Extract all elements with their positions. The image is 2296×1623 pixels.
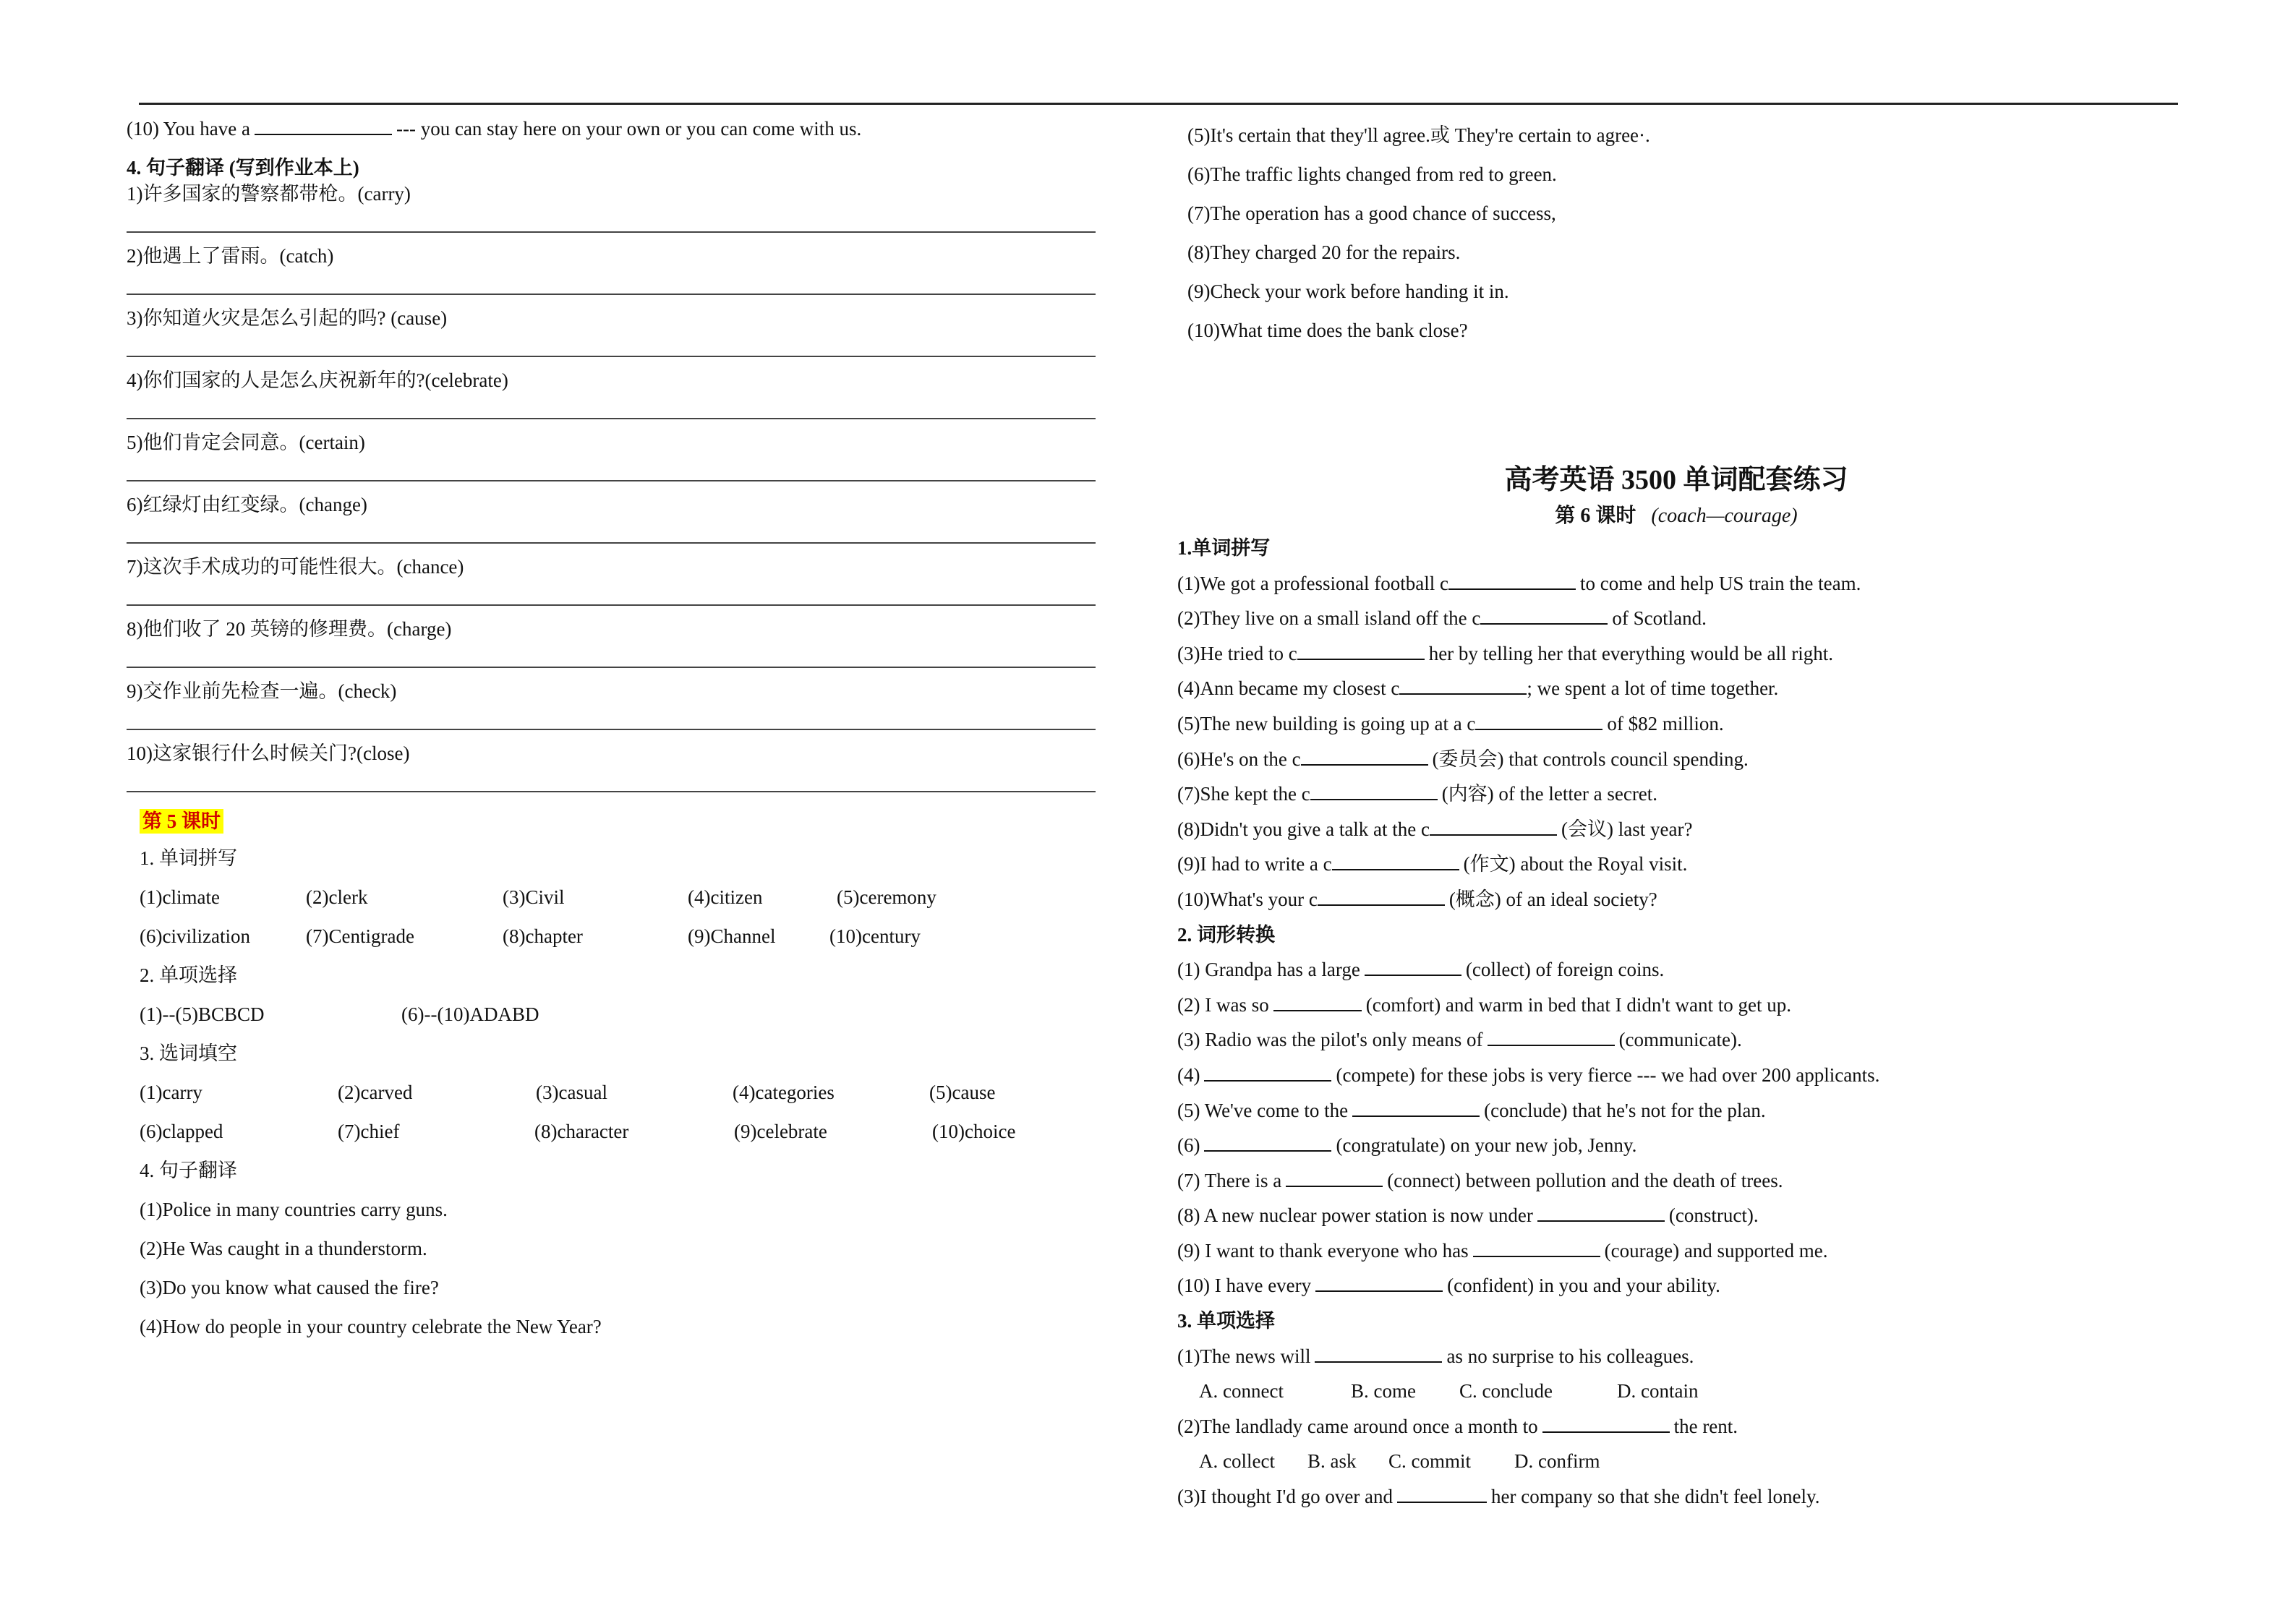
word-form-item: (5) We've come to the (conclude) that he's not for the plan. [1177,1099,1766,1121]
answer-blank[interactable] [1475,711,1602,730]
word-form-item: (3) Radio was the pilot's only means of (communicate). [1177,1029,1742,1051]
l5-s2-row: (1)--(5)BCBCD (6)--(10)ADABD [140,1003,539,1025]
answer-blank[interactable] [1297,641,1425,660]
option-c[interactable]: C. conclude [1459,1380,1553,1403]
option-b[interactable]: B. ask [1307,1450,1357,1473]
option-c[interactable]: C. commit [1388,1450,1471,1473]
option-b[interactable]: B. come [1351,1380,1416,1403]
answer-blank[interactable] [255,116,392,135]
word-form-item: (2) I was so (comfort) and warm in bed that I didn't want to get up. [1177,993,1791,1016]
left-column [127,116,1096,1346]
answer-item: (8)They charged 20 for the repairs. [1187,241,1461,263]
answer-line[interactable] [127,331,1096,357]
spelling-item: (6)He's on the c (委员会) that controls council spending. [1177,748,1749,770]
answer-blank[interactable] [1542,1414,1670,1433]
spelling-item: (1)We got a professional football c to come and help US train the team. [1177,572,1861,594]
answer-blank[interactable] [1204,1133,1331,1152]
section-4-title: 4. 句子翻译 (写到作业本上) [127,157,359,179]
lesson-5-title: 第 5 课时 [140,809,223,834]
l5-section-2-title: 2. 单项选择 [140,964,237,986]
answer-blank[interactable] [1399,676,1527,695]
choice-options [1177,1374,2175,1409]
l5-s3-row: (6)clapped (7)chief (8)character (9)celebrate (10)choice [140,1121,1016,1142]
spelling-item: (2)They live on a small island off the c of Scotland. [1177,607,1707,630]
l5-s4-item: (2)He Was caught in a thunderstorm. [140,1238,427,1259]
choice-question: (1)The news will as no surprise to his colleagues. [1177,1345,1694,1367]
word-form-item: (8) A new nuclear power station is now under (construct). [1177,1204,1759,1227]
l5-section-1-title: 1. 单词拼写 [140,847,237,869]
lesson-5-answers [127,804,1096,1346]
option-d[interactable]: D. confirm [1514,1450,1600,1473]
answer-blank[interactable] [1273,993,1362,1011]
answer-blank[interactable] [1286,1168,1383,1187]
option-d[interactable]: D. contain [1617,1380,1699,1403]
answer-blank[interactable] [1332,852,1459,870]
answer-line[interactable] [127,269,1096,295]
spelling-item: (10)What's your c (概念) of an ideal society? [1177,888,1657,910]
worksheet-title: 高考英语 3500 单词配套练习 [1504,465,1848,495]
l6-section-3-title: 3. 单项选择 [1177,1310,1275,1332]
answer-blank[interactable] [1301,747,1428,766]
l5-section-4-title: 4. 句子翻译 [140,1160,237,1181]
translation-item: 7)这次手术成功的可能性很大。(chance) [127,544,1096,606]
answer-item: (7)The operation has a good chance of success, [1187,202,1556,224]
answer-blank[interactable] [1315,1344,1442,1363]
translation-item: 4)你们国家的人是怎么庆祝新年的?(celebrate) [127,357,1096,419]
l5-s1-row: (1)climate (2)clerk (3)Civil (4)citizen (5)ceremony [140,886,936,908]
translation-item: 5)他们肯定会同意。(certain) [127,419,1096,481]
answer-blank[interactable] [1397,1484,1487,1503]
answer-item: (6)The traffic lights changed from red to green. [1187,163,1557,185]
l6-section-2-title: 2. 词形转换 [1177,923,1275,946]
answer-line[interactable] [127,766,1096,792]
answer-item: (5)It's certain that they'll agree.或 They're certain to agree·. [1187,124,1650,146]
word-form-item: (4) (compete) for these jobs is very fierce --- we had over 200 applicants. [1177,1063,1880,1086]
l5-s4-item: (1)Police in many countries carry guns. [140,1199,448,1220]
answer-blank[interactable] [1352,1098,1480,1117]
lesson-5-answers-continued [1177,116,2175,350]
header-rule [139,103,2178,105]
answer-blank[interactable] [1473,1238,1600,1257]
lesson-6-subtitle: 第 6 课时 (coach—courage) [1555,505,1798,527]
word-form-item: (6) (congratulate) on your new job, Jenny. [1177,1134,1637,1157]
translation-item: 10)这家银行什么时候关门?(close) [127,730,1096,792]
spelling-item: (3)He tried to c her by telling her that everything would be all right. [1177,642,1834,664]
l6-section-1-title: 1.单词拼写 [1177,537,1271,559]
choice-question: (2)The landlady came around once a month to the rent. [1177,1415,1738,1437]
answer-blank[interactable] [1448,571,1576,590]
l5-s4-item: (4)How do people in your country celebrate the New Year? [140,1316,602,1337]
translation-item: 9)交作业前先检查一遍。(check) [127,668,1096,730]
answer-item: (10)What time does the bank close? [1187,320,1468,341]
answer-blank[interactable] [1315,1273,1443,1292]
choice-question: (3)I thought I'd go over and her company so that she didn't feel lonely. [1177,1486,1820,1508]
option-a[interactable]: A. collect [1199,1450,1275,1473]
l5-s3-row: (1)carry (2)carved (3)casual (4)categories (5)cause [140,1082,996,1103]
choice-options [1177,1444,2175,1479]
answer-item: (9)Check your work before handing it in. [1187,281,1509,302]
answer-blank[interactable] [1365,957,1461,976]
answer-blank[interactable] [1537,1203,1665,1222]
spelling-item: (7)She kept the c (内容) of the letter a secret. [1177,783,1658,805]
answer-blank[interactable] [1488,1027,1615,1046]
answer-line[interactable] [127,455,1096,481]
word-form-item: (1) Grandpa has a large (collect) of foreign coins. [1177,959,1665,981]
l5-s4-item: (3)Do you know what caused the fire? [140,1277,439,1298]
answer-blank[interactable] [1430,817,1557,836]
word-form-item: (10) I have every (confident) in you and your ability. [1177,1275,1720,1297]
translation-item: 6)红绿灯由红变绿。(change) [127,481,1096,544]
l5-section-3-title: 3. 选词填空 [140,1042,237,1064]
answer-blank[interactable] [1318,887,1445,906]
translation-item: 1)许多国家的警察都带枪。(carry) [127,171,1096,233]
answer-line[interactable] [127,207,1096,233]
translation-list [127,171,1096,792]
answer-line[interactable] [127,393,1096,419]
answer-line[interactable] [127,704,1096,730]
translation-item: 3)你知道火灾是怎么引起的吗? (cause) [127,295,1096,357]
word-form-item: (9) I want to thank everyone who has (courage) and supported me. [1177,1239,1828,1262]
spelling-item: (5)The new building is going up at a c of $82 million. [1177,712,1724,735]
answer-blank[interactable] [1310,781,1438,800]
word-form-item: (7) There is a (connect) between pollution and the death of trees. [1177,1169,1783,1191]
spelling-item: (9)I had to write a c (作文) about the Royal visit. [1177,853,1688,875]
answer-line[interactable] [127,580,1096,606]
translation-item: 2)他遇上了雷雨。(catch) [127,233,1096,295]
translation-item: 8)他们收了 20 英镑的修理费。(charge) [127,606,1096,668]
spelling-item: (8)Didn't you give a talk at the c (会议) last year? [1177,818,1693,840]
answer-blank[interactable] [1480,606,1608,625]
l5-s1-row: (6)civilization (7)Centigrade (8)chapter (9)Channel (10)century [140,925,921,947]
exercise-10: (10) You have a --- you can stay here on your own or you can come with us. [127,118,862,140]
option-a[interactable]: A. connect [1199,1380,1284,1403]
answer-blank[interactable] [1204,1063,1331,1082]
lesson-6 [1177,458,2175,1515]
spelling-item: (4)Ann became my closest c ; we spent a lot of time together. [1177,677,1779,700]
right-column [1177,116,2175,1515]
answer-line[interactable] [127,518,1096,544]
answer-line[interactable] [127,642,1096,668]
